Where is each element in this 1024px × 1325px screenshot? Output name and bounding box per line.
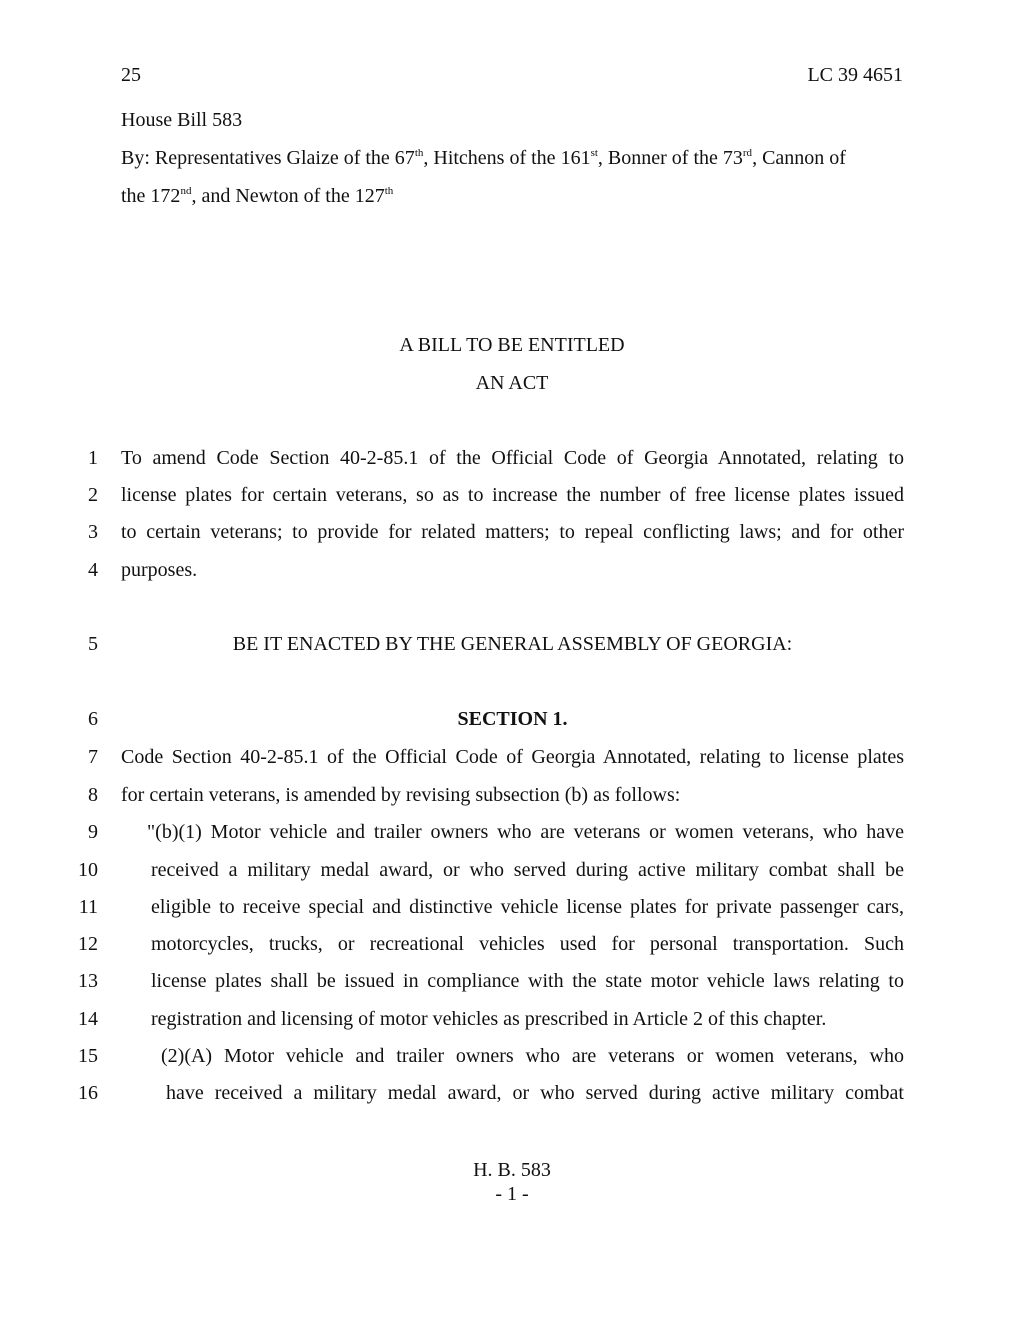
line-number: 12 — [78, 933, 98, 955]
page-code: 25 — [121, 64, 141, 86]
line-number: 7 — [88, 746, 98, 768]
line-number: 14 — [78, 1008, 98, 1030]
ordinal-suffix: th — [384, 185, 394, 197]
enacting-clause: BE IT ENACTED BY THE GENERAL ASSEMBLY OF GEORGIA: — [232, 633, 793, 655]
line-number: 5 — [88, 633, 98, 655]
body-line: motorcycles, trucks, or recreational vehicles used for personal transportation. Such — [151, 933, 904, 955]
line-number: 6 — [88, 708, 98, 730]
body-line: (2)(A) Motor vehicle and trailer owners who are veterans or women veterans, who — [161, 1045, 904, 1067]
footer-page-number: - 1 - — [495, 1183, 529, 1205]
sponsors-text: the 172 — [121, 185, 181, 207]
line-number: 4 — [88, 559, 98, 581]
line-number: 3 — [88, 521, 98, 543]
section-heading: SECTION 1. — [457, 708, 568, 730]
body-line: license plates for certain veterans, so as to increase the number of free license plates issued — [121, 484, 904, 506]
bill-heading-line-1: A BILL TO BE ENTITLED — [399, 334, 625, 356]
line-number: 9 — [88, 821, 98, 843]
line-number: 13 — [78, 970, 98, 992]
body-line: received a military medal award, or who served during active military combat shall be — [151, 859, 904, 881]
sponsors-text: , and Newton of the 127 — [191, 185, 385, 207]
body-line: have received a military medal award, or who served during active military combat — [166, 1082, 904, 1104]
line-number: 15 — [78, 1045, 98, 1067]
body-line: To amend Code Section 40-2-85.1 of the Official Code of Georgia Annotated, relating to — [121, 447, 904, 469]
body-line: for certain veterans, is amended by revising subsection (b) as follows: — [121, 784, 681, 806]
ordinal-suffix: nd — [180, 185, 192, 197]
line-number: 10 — [78, 859, 98, 881]
sponsors-line-2 — [121, 186, 393, 206]
body-line: purposes. — [121, 559, 198, 581]
sponsors-text: , Bonner of the 73 — [597, 147, 743, 169]
sponsors-line-1 — [121, 148, 846, 168]
line-number: 8 — [88, 784, 98, 806]
body-line: eligible to receive special and distinctive vehicle license plates for private passenger cars, — [151, 896, 904, 918]
bill-heading-line-2: AN ACT — [475, 372, 549, 394]
sponsors-text: , Hitchens of the 161 — [423, 147, 591, 169]
ordinal-suffix: st — [590, 147, 598, 159]
lc-code: LC 39 4651 — [807, 64, 903, 86]
body-line: license plates shall be issued in compliance with the state motor vehicle laws relating to — [151, 970, 904, 992]
line-number: 16 — [78, 1082, 98, 1104]
bill-title: House Bill 583 — [121, 109, 243, 131]
body-line: "(b)(1) Motor vehicle and trailer owners who are veterans or women veterans, who have — [147, 821, 904, 843]
ordinal-suffix: rd — [742, 147, 753, 159]
ordinal-suffix: th — [414, 147, 424, 159]
body-line: registration and licensing of motor vehicles as prescribed in Article 2 of this chapter. — [151, 1008, 827, 1030]
body-line: to certain veterans; to provide for related matters; to repeal conflicting laws; and for other — [121, 521, 904, 543]
sponsors-text: , Cannon of — [752, 147, 846, 169]
line-number: 2 — [88, 484, 98, 506]
footer-bill-ref: H. B. 583 — [473, 1159, 551, 1181]
sponsors-text: By: Representatives Glaize of the 67 — [121, 147, 415, 169]
line-number: 11 — [78, 896, 98, 918]
line-number: 1 — [88, 447, 98, 469]
body-line: Code Section 40-2-85.1 of the Official Code of Georgia Annotated, relating to license plates — [121, 746, 904, 768]
